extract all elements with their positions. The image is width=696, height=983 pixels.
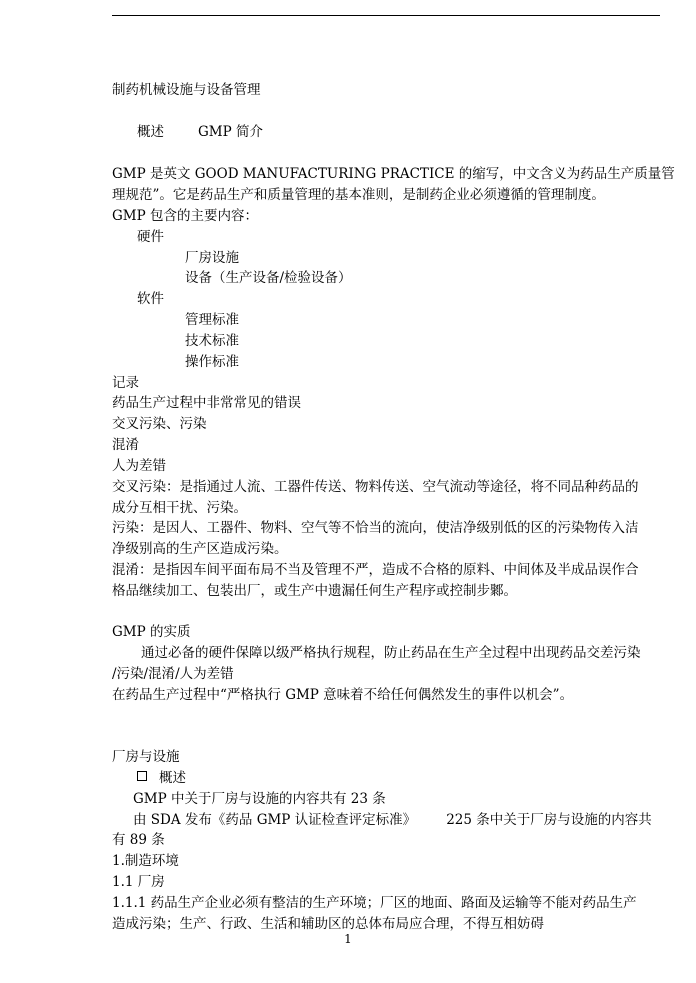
essence-line-1: 通过必备的硬件保障以级严格执行规程，防止药品在生产全过程中出现药品交差污染 xyxy=(141,645,641,661)
software-item: 技术标准 xyxy=(185,333,239,349)
essence-title: GMP 的实质 xyxy=(112,624,191,640)
errors-title: 药品生产过程中非常常见的错误 xyxy=(112,395,301,411)
software-label: 软件 xyxy=(137,291,164,307)
essence-line-2: /污染/混淆/人为差错 xyxy=(112,666,234,682)
section-1-heading: 1.制造环境 xyxy=(112,853,179,869)
facilities-title: 厂房与设施 xyxy=(112,749,180,765)
page-number: 1 xyxy=(344,932,352,946)
checkbox-bullet-icon xyxy=(137,771,147,781)
sda-line-part-b: 225 条中关于厂房与设施的内容共 xyxy=(446,812,652,828)
overview-bullet xyxy=(137,768,186,788)
header-rule xyxy=(112,15,660,16)
document-title: 制药机械设施与设备管理 xyxy=(112,82,261,98)
section-1-1-heading: 1.1 厂房 xyxy=(112,874,165,890)
section-1-1-1-line-1: 1.1.1 药品生产企业必须有整洁的生产环境；厂区的地面、路面及运输等不能对药品生产 xyxy=(112,895,637,911)
error-item: 交叉污染、污染 xyxy=(112,416,207,432)
record-label: 记录 xyxy=(112,375,139,391)
def-pollution-line-2: 净级别高的生产区造成污染。 xyxy=(112,541,288,557)
heading-overview xyxy=(137,122,263,142)
intro-line-1: GMP 是英文 GOOD MANUFACTURING PRACTICE 的缩写，中文含义为药品生产质量管 xyxy=(112,166,675,182)
software-item: 操作标准 xyxy=(185,354,239,370)
overview-label: 概述 xyxy=(159,770,186,786)
gmp-count-line: GMP 中关于厂房与设施的内容共有 23 条 xyxy=(133,791,386,807)
software-item: 管理标准 xyxy=(185,312,239,328)
hardware-item: 厂房设施 xyxy=(185,250,239,266)
heading-part-b: GMP 简介 xyxy=(198,124,263,140)
section-1-1-1-line-2: 造成污染；生产、行政、生活和辅助区的总体布局应合理，不得互相妨碍 xyxy=(112,916,544,932)
def-cross-line-2: 成分互相干扰、污染。 xyxy=(112,500,247,516)
hardware-label: 硬件 xyxy=(137,229,164,245)
hardware-item: 设备（生产设备/检验设备） xyxy=(185,270,352,286)
def-pollution-line-1: 污染：是因人、工器件、物料、空气等不恰当的流向，使洁净级别低的区的污染物传入洁 xyxy=(112,520,639,536)
intro-line-2: 理规范”。它是药品生产和质量管理的基本准则，是制药企业必须遵循的管理制度。 xyxy=(112,187,605,203)
def-mix-line-2: 格品继续加工、包装出厂，或生产中遗漏任何生产程序或控制步鄹。 xyxy=(112,583,517,599)
sda-line-part-a: 由 SDA 发布《药品 GMP 认证检查评定标准》 xyxy=(133,812,417,828)
def-cross-line-1: 交叉污染：是指通过人流、工器件传送、物料传送、空气流动等途径，将不同品种药品的 xyxy=(112,479,639,495)
error-item: 人为差错 xyxy=(112,458,166,474)
sda-line-1 xyxy=(133,810,652,830)
def-mix-line-1: 混淆：是指因车间平面布局不当及管理不严，造成不合格的原料、中间体及半成品误作合 xyxy=(112,562,639,578)
sda-line-2: 有 89 条 xyxy=(112,832,165,848)
essence-line-3: 在药品生产过程中“严格执行 GMP 意味着不给任何偶然发生的事件以机会”。 xyxy=(112,687,574,703)
contents-title: GMP 包含的主要内容： xyxy=(112,208,258,224)
heading-part-a: 概述 xyxy=(137,124,164,140)
error-item: 混淆 xyxy=(112,437,139,453)
